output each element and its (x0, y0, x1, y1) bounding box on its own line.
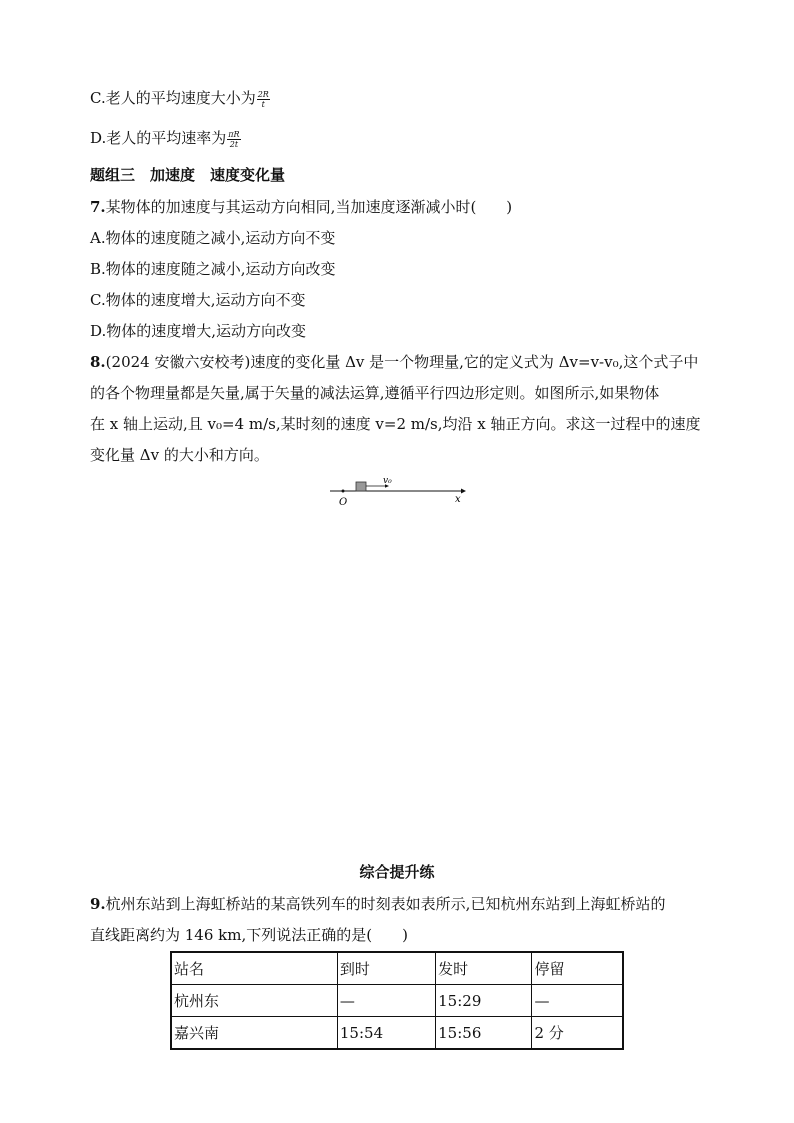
table-header-cell: 停留 (532, 952, 623, 985)
question-number: 9. (90, 895, 106, 913)
x-axis-arrow (461, 489, 466, 494)
table-header-row (171, 952, 623, 985)
group-heading: 题组三 加速度 速度变化量 (90, 166, 286, 184)
question-8-line-3: 在 x 轴上运动,且 v₀=4 m/s,某时刻的速度 v=2 m/s,均沿 x 轴正方向。求这一过程中的速度 (90, 415, 701, 433)
question-7-stem (90, 197, 512, 217)
question-text: 杭州东站到上海虹桥站的某高铁列车的时刻表如表所示,已知杭州东站到上海虹桥站的 (105, 895, 666, 913)
table-cell: 嘉兴南 (171, 1017, 337, 1050)
table-cell: 15:56 (436, 1017, 532, 1050)
table-cell: 15:29 (436, 985, 532, 1017)
question-8-line-4: 变化量 Δv 的大小和方向。 (90, 446, 269, 464)
fraction: $\frac{\pi R}{2t}$ (228, 129, 240, 149)
table-row (171, 1017, 623, 1050)
table-header-cell: 站名 (171, 952, 337, 985)
origin-dot (342, 490, 345, 493)
origin-label: O (339, 497, 348, 508)
question-7-option-a: A.物体的速度随之减小,运动方向不变 (90, 229, 336, 247)
table-cell: 2 分 (532, 1017, 623, 1050)
table-cell: — (532, 985, 623, 1017)
timetable (170, 951, 624, 1050)
option-d-text: D.老人的平均速率为 (90, 129, 227, 147)
table-header-cell: 发时 (436, 952, 532, 985)
question-7-option-b: B.物体的速度随之减小,运动方向改变 (90, 260, 336, 278)
option-d (90, 128, 241, 149)
question-9-line-1 (90, 894, 665, 914)
question-8-line-1 (90, 352, 698, 372)
velocity-label: v₀ (383, 476, 392, 486)
table-cell: 杭州东 (171, 985, 337, 1017)
table-row (171, 985, 623, 1017)
x-axis-label: x (455, 494, 461, 505)
question-7-option-c: C.物体的速度增大,运动方向不变 (90, 291, 306, 309)
question-text: (2024 安徽六安校考)速度的变化量 Δv 是一个物理量,它的定义式为 Δv=v-v₀,这个式子中 (105, 353, 699, 371)
table-cell: 15:54 (337, 1017, 435, 1050)
table-cell: — (337, 985, 435, 1017)
question-number: 7. (90, 198, 106, 216)
option-c (90, 88, 270, 109)
question-8-line-2: 的各个物理量都是矢量,属于矢量的减法运算,遵循平行四边形定则。如图所示,如果物体 (90, 384, 660, 402)
question-text: 某物体的加速度与其运动方向相同,当加速度逐渐减小时( ) (105, 198, 513, 216)
option-c-text: C.老人的平均速度大小为 (90, 89, 256, 107)
table-header-cell: 到时 (337, 952, 435, 985)
object-block (356, 482, 366, 491)
fraction: $\frac{2R}{t}$ (257, 89, 269, 109)
question-9-line-2: 直线距离约为 146 km,下列说法正确的是( ) (90, 926, 408, 944)
question-number: 8. (90, 353, 106, 371)
section-heading: 综合提升练 (359, 863, 435, 881)
axis-figure (325, 472, 470, 510)
question-7-option-d: D.物体的速度增大,运动方向改变 (90, 322, 307, 340)
